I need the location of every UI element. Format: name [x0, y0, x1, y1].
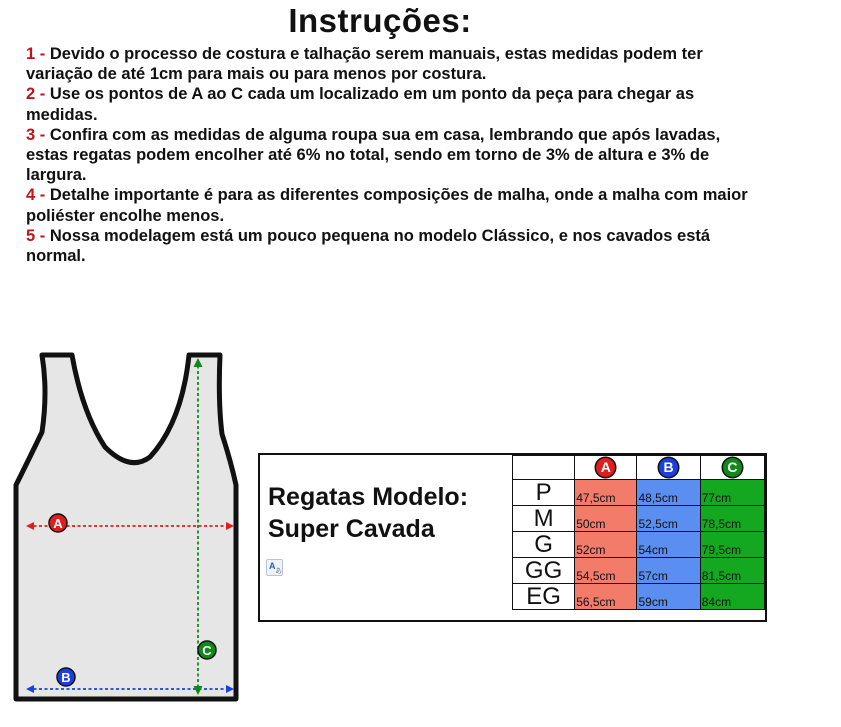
table-row [513, 532, 765, 558]
value-a: 47,5cm [575, 480, 637, 506]
badge-b-icon: B [659, 458, 678, 477]
instructions-list [26, 44, 766, 266]
value-b: 59cm [637, 584, 700, 610]
size-table [512, 455, 765, 610]
instruction-number: 2 - [26, 85, 46, 104]
instruction-3 [26, 125, 766, 186]
instruction-text: Nossa modelagem está um pouco pequena no modelo Clássico, e nos cavados está normal. [26, 226, 711, 266]
instruction-number: 5 - [26, 226, 46, 245]
value-a: 56,5cm [575, 584, 637, 610]
instruction-text: Use os pontos de A ao C cada um localizado em um ponto da peça para chegar as medidas. [26, 85, 695, 124]
value-a: 52cm [575, 532, 637, 558]
value-b: 52,5cm [637, 506, 700, 532]
value-c: 81,5cm [700, 558, 764, 584]
value-b: 54cm [637, 532, 700, 558]
value-a: 54,5cm [575, 558, 637, 584]
model-name [268, 481, 468, 545]
badge-a-icon [49, 514, 67, 532]
value-c: 84cm [700, 584, 764, 610]
badge-c-icon: C [723, 458, 742, 477]
instruction-number: 3 - [26, 125, 46, 144]
badge-a-icon: A [596, 458, 615, 477]
instruction-text: Confira com as medidas de alguma roupa sua em casa, lembrando que após lavadas, estas regatas podem encolher até 6% no total, sendo em torno de 3% de altura e 3% de largura. [26, 125, 721, 185]
table-row [513, 584, 765, 610]
instruction-number: 1 - [26, 45, 46, 63]
size-table-panel [258, 453, 767, 622]
size-label: P [513, 480, 575, 506]
header-a [575, 456, 637, 480]
header-c [700, 456, 764, 480]
instruction-number: 4 - [26, 186, 46, 205]
page-title: Instruções: [288, 2, 472, 39]
instruction-text: Detalhe importante é para as diferentes composições de malha, onde a malha com maior poliéster encolhe menos. [26, 186, 748, 225]
size-label: GG [513, 558, 575, 584]
model-line-2: Super Cavada [268, 515, 435, 543]
badge-c-icon [198, 641, 216, 659]
size-label: EG [513, 584, 575, 610]
value-b: 48,5cm [637, 480, 700, 506]
value-c: 78,5cm [700, 506, 764, 532]
table-row [513, 558, 765, 584]
value-a: 50cm [575, 506, 637, 532]
svg-text:C: C [202, 643, 212, 658]
table-row [513, 480, 765, 506]
instruction-1 [26, 44, 766, 84]
model-line-1: Regatas Modelo: [268, 483, 469, 511]
size-label: M [513, 506, 575, 532]
instruction-5 [26, 226, 766, 266]
translate-icon[interactable]: A あ [266, 559, 283, 576]
header-b [637, 456, 700, 480]
svg-text:A: A [53, 516, 63, 531]
instruction-text: Devido o processo de costura e talhação serem manuais, estas medidas podem ter variação de até 1cm para mais ou para menos por costura. [26, 45, 703, 84]
tank-top-diagram [12, 352, 248, 710]
value-c: 77cm [700, 480, 764, 506]
header-empty-cell [513, 456, 575, 480]
table-row [513, 506, 765, 532]
svg-text:B: B [61, 670, 71, 685]
instruction-2 [26, 84, 766, 124]
badge-b-icon [57, 668, 75, 686]
instruction-4 [26, 185, 766, 225]
size-label: G [513, 532, 575, 558]
table-header-row [513, 456, 765, 480]
value-b: 57cm [637, 558, 700, 584]
value-c: 79,5cm [700, 532, 764, 558]
